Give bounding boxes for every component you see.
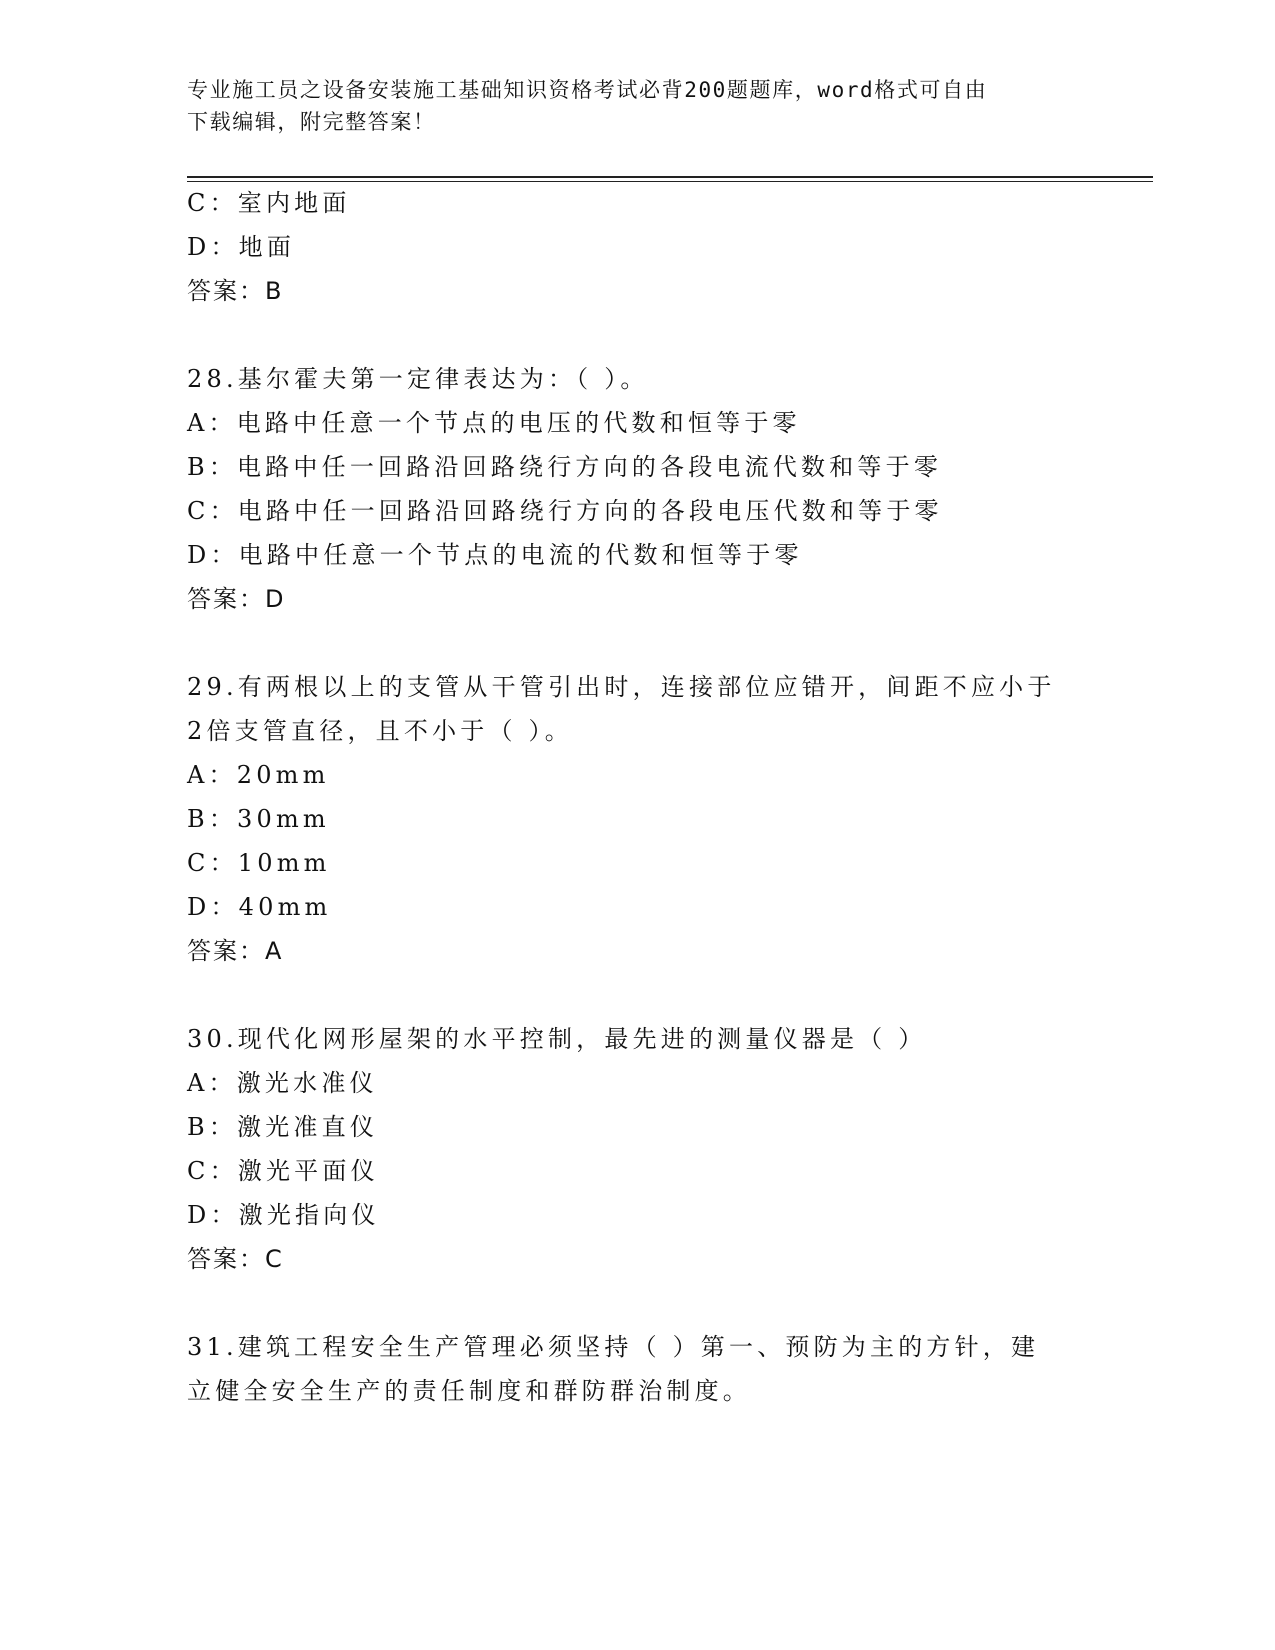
q30-option-d: D：激光指向仪 [187, 1201, 380, 1229]
q27-option-c: C：室内地面 [187, 189, 351, 217]
header-line-2: 下载编辑，附完整答案！ [187, 110, 436, 134]
q29-option-c: C：10mm [187, 849, 331, 877]
q30-option-b: B：激光准直仪 [187, 1113, 379, 1141]
q30-stem: 30.现代化网形屋架的水平控制，最先进的测量仪器是（ ） [187, 1025, 927, 1053]
q29-answer: 答案：A [187, 937, 284, 965]
q28-option-a: A：电路中任意一个节点的电压的代数和恒等于零 [187, 409, 801, 437]
header-divider [187, 176, 1153, 178]
q28-option-d: D：电路中任意一个节点的电流的代数和恒等于零 [187, 541, 803, 569]
q29-option-d: D：40mm [187, 893, 332, 921]
q28-option-b: B：电路中任一回路沿回路绕行方向的各段电流代数和等于零 [187, 453, 943, 481]
header-line-1: 专业施工员之设备安装施工基础知识资格考试必背200题题库，word格式可自由 [187, 78, 988, 102]
q30-option-a: A：激光水准仪 [187, 1069, 378, 1097]
q28-answer: 答案：D [187, 585, 286, 613]
q31-stem-line-2: 立健全安全生产的责任制度和群防群治制度。 [187, 1377, 751, 1405]
q29-stem-line-1: 29.有两根以上的支管从干管引出时，连接部位应错开，间距不应小于 [187, 673, 1056, 701]
q30-option-c: C：激光平面仪 [187, 1157, 379, 1185]
q29-option-b: B：30mm [187, 805, 330, 833]
q28-option-c: C：电路中任一回路沿回路绕行方向的各段电压代数和等于零 [187, 497, 943, 525]
q29-stem-line-2: 2倍支管直径，且不小于（ ）。 [187, 717, 573, 745]
q27-answer: 答案：B [187, 277, 284, 305]
document-header [187, 74, 1087, 138]
header-divider-thin [187, 181, 1153, 182]
q28-stem: 28.基尔霍夫第一定律表达为：（ ）。 [187, 365, 649, 393]
q30-answer: 答案：C [187, 1245, 284, 1273]
q31-stem-line-1: 31.建筑工程安全生产管理必须坚持（ ）第一、预防为主的方针，建 [187, 1333, 1040, 1361]
q27-option-d: D：地面 [187, 233, 296, 261]
q29-option-a: A：20mm [187, 761, 330, 789]
